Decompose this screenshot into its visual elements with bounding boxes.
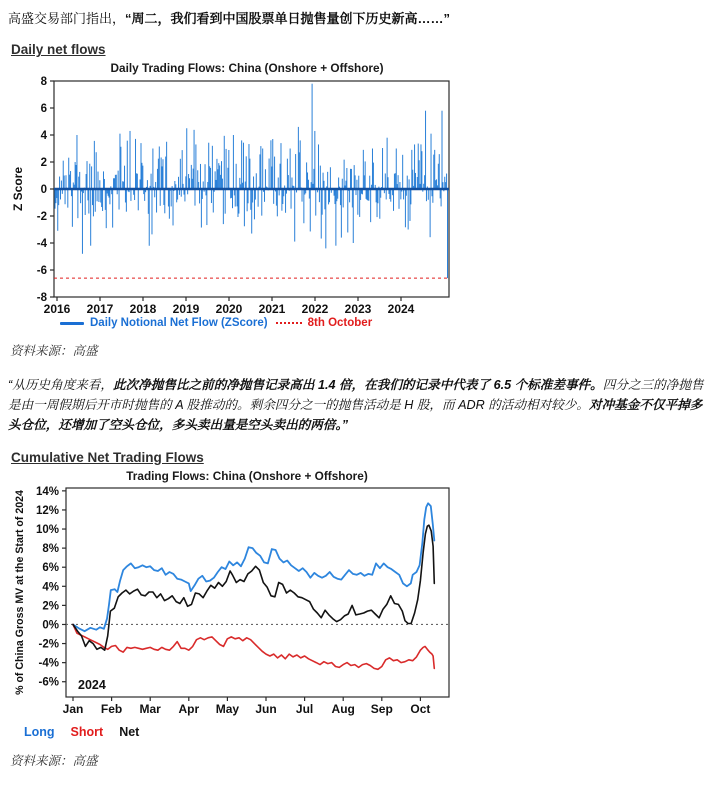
svg-text:10%: 10% <box>35 523 59 536</box>
text-segment: “从历史角度来看， <box>8 378 113 393</box>
svg-text:8: 8 <box>40 76 47 89</box>
svg-text:14%: 14% <box>35 485 59 498</box>
article-body <box>8 10 711 769</box>
chart2-legend <box>24 725 711 739</box>
svg-text:2%: 2% <box>42 599 59 612</box>
svg-text:Z Score: Z Score <box>11 167 25 212</box>
svg-text:-6: -6 <box>36 265 47 278</box>
svg-text:May: May <box>215 701 240 716</box>
svg-text:Apr: Apr <box>178 701 200 716</box>
legend-label: Daily Notional Net Flow (ZScore) <box>90 317 268 330</box>
text-segment: 四分之三的净抛售是由一周假期后开市时抛售的 A 股推动的。剩余四分之一的抛售活动是 H 股，而 ADR 的活动相对较少。 <box>8 378 704 413</box>
svg-text:% of China Gross MV at the Sta: % of China Gross MV at the Start of 2024 <box>14 489 26 695</box>
svg-text:Jan: Jan <box>62 701 84 716</box>
svg-text:Sep: Sep <box>370 701 393 716</box>
svg-text:2024: 2024 <box>78 677 106 692</box>
svg-text:8%: 8% <box>42 542 59 555</box>
text-segment: 高盛交易部门指出， <box>8 11 126 26</box>
cumulative-flows-plot <box>8 483 458 717</box>
svg-text:2017: 2017 <box>86 302 114 316</box>
svg-text:Jun: Jun <box>255 701 277 716</box>
quote-paragraph <box>8 375 711 435</box>
svg-text:2018: 2018 <box>129 302 157 316</box>
svg-text:2020: 2020 <box>215 302 243 316</box>
source-label-daily: 资料来源：高盛 <box>10 344 98 359</box>
svg-text:2022: 2022 <box>301 302 329 316</box>
svg-text:0: 0 <box>40 184 47 197</box>
svg-text:2016: 2016 <box>43 302 71 316</box>
text-segment: 对冲基金不仅平掉多头仓位，还增加了空头仓位，多头卖出量是空头卖出的两倍。” <box>8 398 703 433</box>
legend-label-short: Short <box>70 724 104 739</box>
svg-text:Jul: Jul <box>295 701 314 716</box>
svg-text:6%: 6% <box>42 561 59 574</box>
svg-text:4: 4 <box>40 130 47 143</box>
legend-label-long: Long <box>24 724 55 739</box>
svg-text:2021: 2021 <box>258 302 286 316</box>
svg-text:2019: 2019 <box>172 302 200 316</box>
cumulative-flows-chart <box>8 469 711 739</box>
svg-text:Mar: Mar <box>139 701 161 716</box>
svg-text:0%: 0% <box>42 619 59 632</box>
svg-text:4%: 4% <box>42 580 59 593</box>
chart2-title: Trading Flows: China (Onshore + Offshore) <box>126 468 368 483</box>
intro-text <box>8 10 711 28</box>
legend-item-daily-notional-net-flow-zscore- <box>60 317 268 329</box>
svg-text:-6%: -6% <box>38 676 59 689</box>
svg-text:6: 6 <box>40 103 47 116</box>
daily-flows-plot <box>8 75 458 315</box>
dotted-line-swatch-icon <box>276 322 302 324</box>
source-label-cumulative: 资料来源：高盛 <box>10 753 98 768</box>
svg-text:-4%: -4% <box>38 657 59 670</box>
svg-text:2: 2 <box>40 157 47 170</box>
svg-text:-8: -8 <box>36 292 47 305</box>
legend-label-net: Net <box>119 724 140 739</box>
svg-text:-2: -2 <box>36 211 47 224</box>
svg-text:-4: -4 <box>36 238 47 251</box>
chart1-legend <box>60 317 711 329</box>
chart1-title: Daily Trading Flows: China (Onshore + Offshore) <box>110 61 384 76</box>
svg-text:2024: 2024 <box>387 302 415 316</box>
svg-text:Oct: Oct <box>410 701 431 716</box>
text-segment: 此次净抛售比之前的净抛售记录高出 1.4 倍，在我们的记录中代表了 6.5 个标准差事件。 <box>112 378 603 393</box>
svg-text:12%: 12% <box>35 504 59 517</box>
legend-label: 8th October <box>307 317 373 330</box>
solid-line-swatch-icon <box>60 322 84 325</box>
svg-text:2023: 2023 <box>344 302 372 316</box>
section-heading-daily-net-flows: Daily net flows <box>11 42 106 58</box>
daily-flows-chart <box>8 61 711 329</box>
svg-text:Aug: Aug <box>331 701 355 716</box>
svg-text:-2%: -2% <box>38 638 59 651</box>
section-heading-cumulative: Cumulative Net Trading Flows <box>11 449 204 465</box>
text-segment: “周二，我们看到中国股票单日抛售量创下历史新高……” <box>125 11 451 26</box>
legend-item-8th-october <box>276 317 373 329</box>
svg-text:Feb: Feb <box>100 701 123 716</box>
